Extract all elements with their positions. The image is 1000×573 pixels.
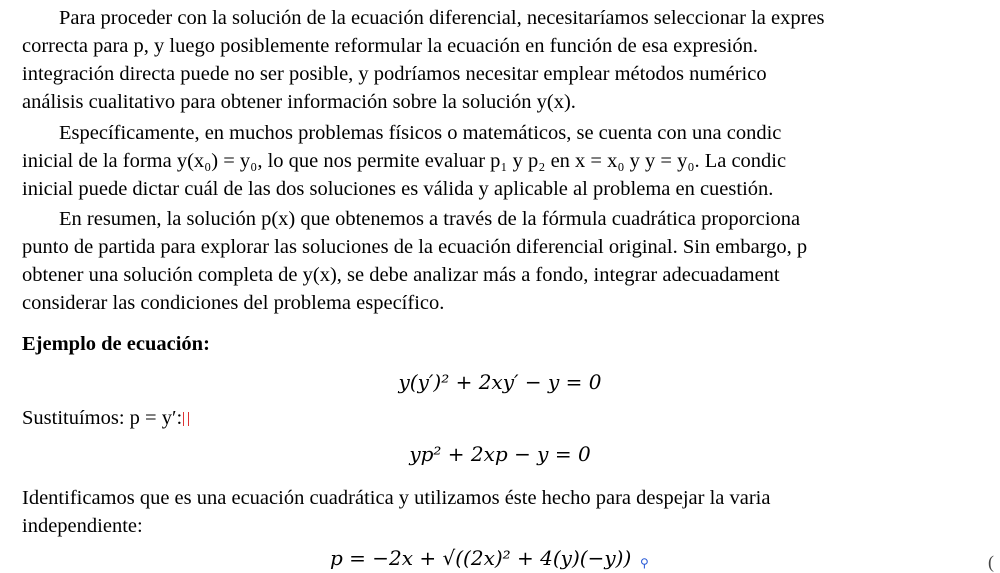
edge-paren: ( xyxy=(988,552,994,572)
paragraph-line-6: inicial de la forma y(x₀) = y₀, lo que nos permite evaluar p₁ y p₂ en x = x₀ y y = y₀. La condic xyxy=(22,150,787,172)
paragraph-line-5: Específicamente, en muchos problemas físicos o matemáticos, se cuenta con una condic xyxy=(59,122,782,144)
paragraph-line-1: Para proceder con la solución de la ecuación diferencial, necesitaríamos seleccionar la expres xyxy=(59,7,825,29)
paragraph-line-10: obtener una solución completa de y(x), se debe analizar más a fondo, integrar adecuadament xyxy=(22,264,780,286)
partial-formula: p = −2x + √((2x)² + 4(y)(−y)) xyxy=(330,546,632,570)
equation-1: y(y′)² + 2xy′ − y = 0 xyxy=(398,370,602,394)
section-heading: Ejemplo de ecuación: xyxy=(22,333,210,355)
substitution-text: Sustituímos: p = y′: xyxy=(22,407,183,429)
paragraph-line-3: integración directa puede no ser posible, y podríamos necesitar emplear métodos numérico xyxy=(22,63,767,85)
anchor-pin-icon: ⚲ xyxy=(640,556,649,570)
identify-line-2: independiente: xyxy=(22,515,143,537)
paragraph-line-9: punto de partida para explorar las soluciones de la ecuación diferencial original. Sin embargo, p xyxy=(22,236,808,258)
paragraph-line-2: correcta para p, y luego posiblemente reformular la ecuación en función de esa expresión. xyxy=(22,35,758,57)
equation-2: yp² + 2xp − y = 0 xyxy=(409,442,591,466)
paragraph-line-8: En resumen, la solución p(x) que obtenemos a través de la fórmula cuadrática proporciona xyxy=(59,208,801,230)
substitution-line xyxy=(22,404,189,432)
text-cursor-icon xyxy=(183,412,189,426)
identify-line-1: Identificamos que es una ecuación cuadrática y utilizamos éste hecho para despejar la varia xyxy=(22,487,771,509)
paragraph-line-4: análisis cualitativo para obtener información sobre la solución y(x). xyxy=(22,91,576,113)
paragraph-line-7: inicial puede dictar cuál de las dos soluciones es válida y aplicable al problema en cuestión. xyxy=(22,178,774,200)
paragraph-line-11: considerar las condiciones del problema específico. xyxy=(22,292,445,314)
